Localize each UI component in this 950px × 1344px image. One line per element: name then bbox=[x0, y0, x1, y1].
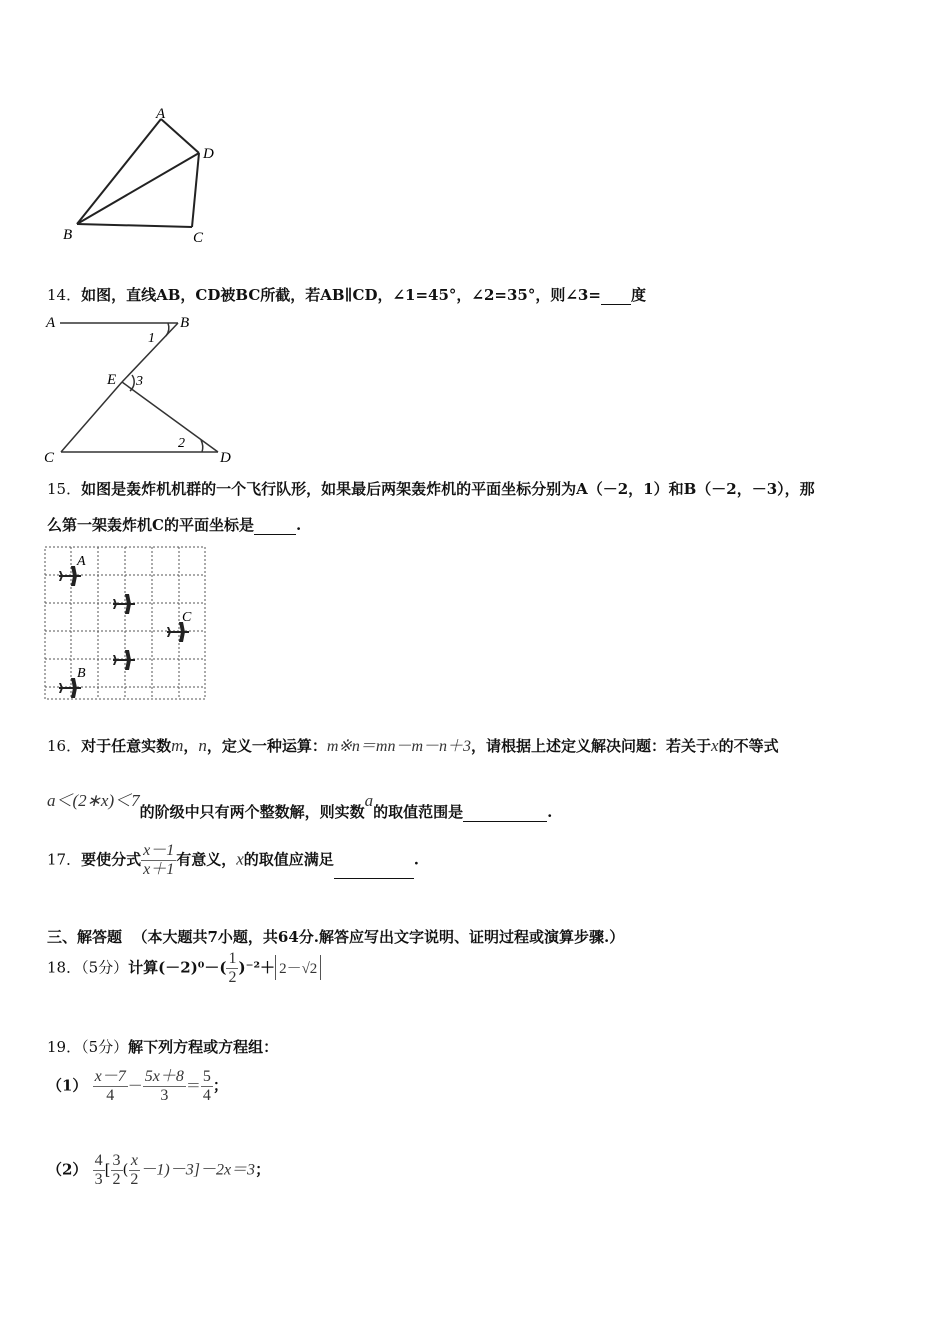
answer-blank bbox=[601, 286, 631, 305]
section-description: （本大题共7小题，共64分.解答应写出文字说明、证明过程或演算步骤.） bbox=[132, 928, 625, 946]
question-text: 的阶级中只有两个整数解，则实数 bbox=[139, 803, 365, 821]
section-title: 三、解答题 bbox=[47, 928, 123, 946]
period: . bbox=[547, 803, 553, 821]
fraction-denominator: x＋1 bbox=[143, 861, 175, 878]
var-n: n bbox=[198, 736, 207, 755]
question-text: 有意义， bbox=[176, 850, 237, 869]
fraction-numerator: x bbox=[130, 1152, 138, 1169]
expression-part: (－2)⁰－( bbox=[158, 958, 227, 977]
label-e: E bbox=[107, 372, 117, 388]
figure-parallel-lines bbox=[40, 312, 250, 467]
var-a: a bbox=[364, 791, 374, 810]
figure-quadrilateral-abcd bbox=[55, 105, 235, 250]
question-text: 如图是轰炸机机群的一个飞行队形，如果最后两架轰炸机的平面坐标分别为A（－2，1）和B（－2，－3），那 bbox=[81, 480, 815, 498]
fraction-half bbox=[226, 950, 238, 987]
fraction-denominator: 4 bbox=[106, 1087, 115, 1104]
question-text: 解下列方程或方程组： bbox=[128, 1038, 279, 1056]
question-number: 16． bbox=[47, 737, 82, 755]
var-m: m bbox=[171, 736, 184, 755]
fraction-numerator: 1 bbox=[228, 950, 237, 967]
plane-icon bbox=[113, 594, 135, 614]
label-a: A bbox=[156, 106, 166, 122]
plane-icon bbox=[113, 650, 135, 670]
operation-formula: m※n＝mn－m－n＋3 bbox=[326, 738, 471, 755]
angle-3-label: 3 bbox=[136, 374, 143, 389]
expression-part: )⁻²＋ bbox=[238, 958, 276, 977]
operator: － bbox=[127, 1076, 143, 1095]
inequality: a＜(2∗x)＜7 bbox=[47, 791, 140, 810]
absolute-value: 2－√2 bbox=[275, 955, 321, 980]
question-14 bbox=[47, 284, 646, 305]
answer-blank bbox=[334, 860, 414, 879]
fraction-denominator: 2 bbox=[228, 969, 237, 986]
question-16-line2 bbox=[47, 786, 553, 821]
label-c: C bbox=[44, 450, 55, 466]
fraction-denominator: 4 bbox=[202, 1087, 211, 1104]
period: . bbox=[295, 516, 302, 534]
fraction bbox=[111, 1152, 123, 1189]
question-text: 如图，直线AB，CD被BC所截，若AB∥CD，∠1=45°，∠2=35°，则∠3= bbox=[81, 286, 601, 304]
label-b: B bbox=[77, 666, 86, 681]
answer-blank bbox=[463, 803, 547, 822]
bracket: [ bbox=[104, 1160, 111, 1179]
question-text: 对于任意实数 bbox=[81, 737, 172, 755]
var-x: x bbox=[236, 849, 244, 869]
question-number: 18． bbox=[47, 958, 82, 977]
expression-part: －1)－3]－2x＝3 bbox=[140, 1161, 256, 1179]
fraction bbox=[93, 1152, 105, 1189]
plane-b-icon bbox=[59, 678, 81, 698]
score: （5分） bbox=[81, 958, 129, 977]
operator: ＝ bbox=[185, 1076, 201, 1095]
fraction-numerator: 3 bbox=[112, 1152, 121, 1169]
fraction bbox=[128, 1152, 140, 1189]
plane-c-icon bbox=[167, 622, 189, 642]
section-3-heading bbox=[47, 926, 624, 947]
fraction-denominator: 2 bbox=[130, 1171, 139, 1188]
fraction bbox=[201, 1068, 213, 1105]
sub-label: （1） bbox=[47, 1076, 88, 1095]
question-15-line1 bbox=[47, 478, 815, 499]
label-b: B bbox=[63, 227, 73, 243]
semicolon: ； bbox=[212, 1076, 228, 1095]
question-15-line2 bbox=[47, 514, 301, 535]
question-number: 15． bbox=[47, 480, 82, 498]
fraction-denominator: 2 bbox=[112, 1171, 121, 1188]
angle-2-label: 2 bbox=[178, 436, 185, 451]
plane-a-icon bbox=[59, 566, 81, 586]
fraction-numerator: 4 bbox=[94, 1152, 103, 1169]
question-number: 19． bbox=[47, 1038, 82, 1056]
score: （5分） bbox=[81, 1038, 129, 1056]
label-b: B bbox=[180, 315, 190, 331]
figure-bomber-formation-grid bbox=[44, 545, 208, 703]
label-c: C bbox=[182, 610, 192, 625]
semicolon: ； bbox=[255, 1160, 271, 1179]
question-text: ，定义一种运算： bbox=[206, 737, 327, 755]
question-19 bbox=[47, 1036, 278, 1057]
label-d: D bbox=[203, 146, 214, 162]
question-19-part-2 bbox=[47, 1152, 270, 1189]
question-text: 的取值应满足 bbox=[243, 850, 334, 869]
answer-blank bbox=[254, 516, 296, 535]
question-text: 的不等式 bbox=[718, 737, 779, 755]
question-number: 17． bbox=[47, 850, 82, 869]
period: . bbox=[413, 850, 420, 869]
fraction-numerator: 5x＋8 bbox=[144, 1068, 184, 1085]
question-18 bbox=[47, 950, 321, 987]
comma: ， bbox=[183, 737, 199, 755]
fraction-numerator: x－1 bbox=[143, 842, 175, 859]
question-text: 么第一架轰炸机C的平面坐标是 bbox=[47, 516, 254, 534]
fraction-denominator: 3 bbox=[160, 1087, 169, 1104]
label-c: C bbox=[193, 230, 204, 246]
angle-1-label: 1 bbox=[148, 331, 155, 346]
fraction bbox=[141, 842, 176, 879]
bracket: ( bbox=[122, 1160, 129, 1179]
label-a: A bbox=[77, 554, 86, 569]
fraction bbox=[143, 1068, 186, 1105]
fraction-numerator: 5 bbox=[202, 1068, 211, 1085]
sub-label: （2） bbox=[47, 1160, 88, 1179]
fraction-numerator: x－7 bbox=[94, 1068, 126, 1085]
question-text: ，请根据上述定义解决问题：若关于 bbox=[471, 737, 712, 755]
fraction bbox=[93, 1068, 128, 1105]
question-16-line1 bbox=[47, 733, 779, 756]
var-x: x bbox=[711, 736, 719, 755]
label-a: A bbox=[46, 315, 56, 331]
question-text: 的取值范围是 bbox=[373, 803, 464, 821]
question-number: 14． bbox=[47, 286, 82, 304]
fraction-denominator: 3 bbox=[94, 1171, 103, 1188]
question-text: 计算 bbox=[128, 958, 159, 977]
question-17 bbox=[47, 842, 419, 879]
question-19-part-1 bbox=[47, 1068, 228, 1105]
question-text-after: 度 bbox=[630, 286, 646, 304]
label-d: D bbox=[220, 450, 231, 466]
question-text: 要使分式 bbox=[81, 850, 142, 869]
